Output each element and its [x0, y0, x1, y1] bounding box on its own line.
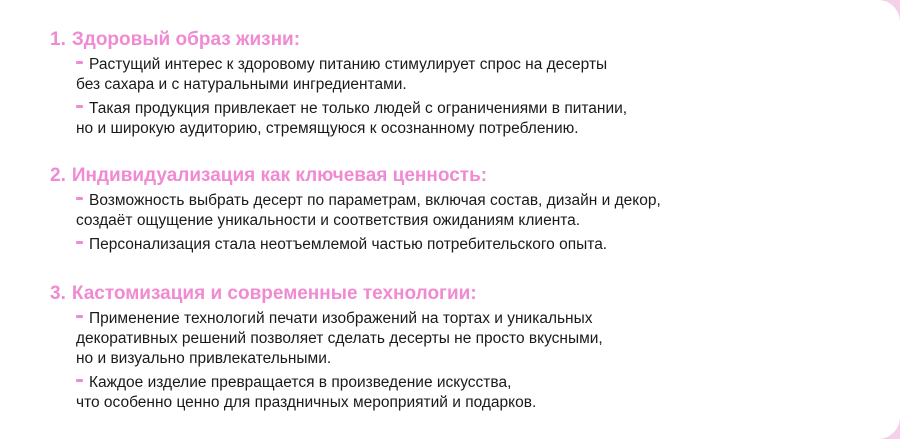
section-number: 2. — [50, 165, 66, 186]
section-customization — [50, 282, 603, 417]
dash-bullet-icon — [76, 379, 83, 382]
section-title: Кастомизация и современные технологии: — [71, 283, 477, 304]
section-healthy-lifestyle — [50, 28, 627, 143]
section-heading — [50, 28, 627, 52]
item-text-line: Каждое изделие превращается в произведение искусства, — [89, 374, 512, 391]
section-items — [76, 55, 627, 139]
dash-bullet-icon — [76, 315, 83, 318]
dash-bullet-icon — [76, 197, 83, 200]
section-title: Индивидуализация как ключевая ценность: — [71, 165, 488, 186]
section-heading — [50, 282, 603, 306]
section-number: 3. — [50, 283, 66, 304]
item-text-line: Персонализация стала неотъемлемой частью потребительского опыта. — [89, 236, 608, 253]
dash-bullet-icon — [76, 61, 83, 64]
item-text-line: Растущий интерес к здоровому питанию стимулирует спрос на десерты — [89, 56, 608, 73]
section-heading — [50, 164, 661, 188]
bullet-item — [76, 373, 603, 413]
item-text-line: что особенно ценно для праздничных мероприятий и подарков. — [76, 394, 537, 411]
dash-bullet-icon — [76, 241, 83, 244]
item-text-line: без сахара и с натуральными ингредиентами. — [76, 76, 407, 93]
item-text-line: Такая продукция привлекает не только людей с ограничениями в питании, — [89, 100, 628, 117]
bullet-item — [76, 55, 627, 95]
section-individualization — [50, 164, 661, 259]
item-text-line: но и широкую аудиторию, стремящуюся к осознанному потреблению. — [76, 120, 579, 137]
bullet-item — [76, 191, 661, 231]
bullet-item — [76, 99, 627, 139]
item-text-line: Возможность выбрать десерт по параметрам, включая состав, дизайн и декор, — [89, 192, 661, 209]
item-text-line: создаёт ощущение уникальности и соответствия ожиданиям клиента. — [76, 212, 581, 229]
section-items — [76, 309, 603, 413]
section-number: 1. — [50, 29, 66, 50]
bullet-item — [76, 309, 603, 369]
item-text-line: декоративных решений позволяет сделать десерты не просто вкусными, — [76, 330, 603, 347]
section-title: Здоровый образ жизни: — [71, 29, 301, 50]
bullet-item — [76, 235, 661, 255]
item-text-line: Применение технологий печати изображений на тортах и уникальных — [89, 310, 593, 327]
item-text-line: но и визуально привлекательными. — [76, 350, 332, 367]
section-items — [76, 191, 661, 255]
dash-bullet-icon — [76, 105, 83, 108]
